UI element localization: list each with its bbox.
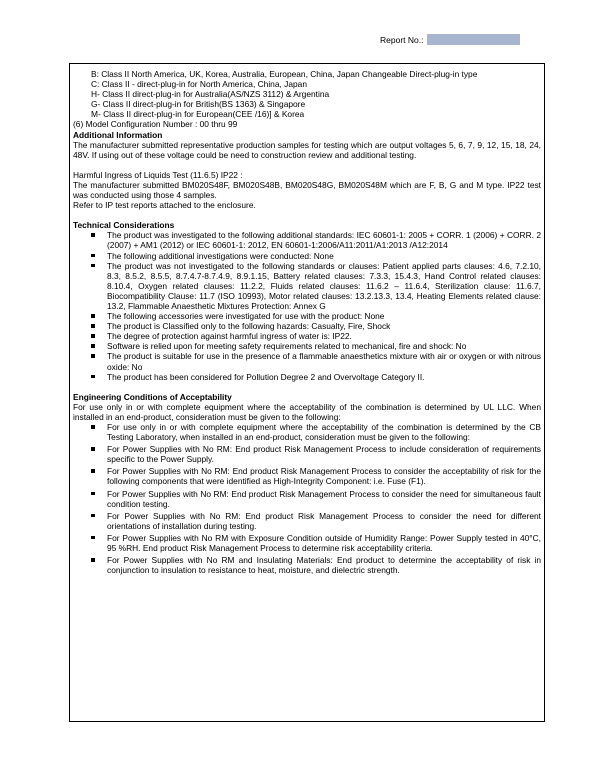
list-item: For Power Supplies with No RM and Insulating Materials: End product to determine the acceptability of risk in conjunction to insulation to resistance to heat, moisture, and dielectric strength. — [73, 555, 541, 575]
config-line-g: G- Class II direct-plug-in for British(BS 1363) & Singapore — [91, 99, 306, 110]
config-line-c: C: Class II - direct-plug-in for North America, China, Japan — [91, 79, 307, 90]
list-item: For Power Supplies with No RM: End product Risk Management Process to consider the need for different orientations of installation during testing. — [73, 511, 541, 531]
ingress-test-title: Harmful Ingress of Liquids Test (11.6.5) IP22 : — [73, 169, 243, 180]
ingress-test-reference: Refer to IP test reports attached to the enclosure. — [73, 200, 256, 211]
config-line-b: B: Class II North America, UK, Korea, Australia, European, China, Japan Changeable Direct-plug-in type — [91, 69, 478, 79]
list-item: For use only in or with complete equipment where the acceptability of the combination is determined by the CB Testing Laboratory, when installed in an end-product, consideration must be given to the following: — [73, 422, 541, 442]
config-line-m: M- Class II direct-plug-in for European(CEE /16)] & Korea — [91, 109, 305, 120]
model-configuration: (6) Model Configuration Number : 00 thru 99 — [73, 119, 238, 130]
list-item: For Power Supplies with No RM with Exposure Condition outside of Humidity Range: Power Supply tested in 40°C, 95 %RH. End product Risk Management Process to determine risk acceptability criteria. — [73, 533, 541, 553]
list-item: For Power Supplies with No RM: End product Risk Management Process to include consideration of requirements specific to the Power Supply. — [73, 444, 541, 464]
list-item: The product is Classified only to the following hazards: Casualty, Fire, Shock — [73, 321, 541, 331]
technical-considerations-heading: Technical Considerations — [73, 220, 175, 231]
list-item: The degree of protection against harmful ingress of water is: IP22. — [73, 331, 541, 341]
list-item: For Power Supplies with No RM: End product Risk Management Process to consider the need for simultaneous fault condition testing. — [73, 489, 541, 509]
report-number-field — [380, 34, 520, 45]
ingress-test-text: The manufacturer submitted BM020S48F, BM020S48B, BM020S48G, BM020S48M which are F, B, G and M type. IP22 test was conducted using those 4 samples. — [73, 179, 541, 201]
list-item: The product has been considered for Pollution Degree 2 and Overvoltage Category II. — [73, 372, 541, 382]
additional-information-heading: Additional Information — [73, 129, 163, 140]
report-number-value-box — [427, 34, 520, 45]
list-item: For Power Supplies with No RM: End product Risk Management Process to consider the acceptability of risk for the following components that were identified as High-Integrity Component: i.e. Fuse (F1). — [73, 466, 541, 486]
technical-considerations-list — [73, 230, 541, 381]
list-item: The product was not investigated to the following standards or clauses: Patient applied parts clauses: 4.6, 7.2.10, 8.3, 8.5.2, 8.5.5, 8.7.4.7-8.7.4.9, 8.9.1.15, Battery related clauses: 7.3.3, 15.4.3, Hand Control related clauses: 8.10.4, Oxygen related clauses: 11.2.2, Fluids related clauses: 11.6.2 – 11.6.4, Sterilization clause: 11.6.7, Biocompatibility Clause: 11.7 (ISO 10993), Motor related clauses: 13.2.13.3, 13.4, Heating Elements related clause: 13.2, Flammable Anaesthetic Mixtures Protection: Annex G — [73, 261, 541, 311]
list-item: The product is suitable for use in the presence of a flammable anaesthetics mixture with air or oxygen or with nitrous oxide: No — [73, 351, 541, 371]
engineering-conditions-list — [73, 422, 541, 575]
report-number-label: Report No.: — [380, 34, 424, 45]
config-line-h: H- Class II direct-plug-in for Australia(AS/NZS 3112) & Argentina — [91, 89, 330, 100]
engineering-conditions-heading: Engineering Conditions of Acceptability — [73, 391, 232, 402]
list-item: Software is relied upon for meeting safety requirements related to mechanical, fire and shock: No — [73, 341, 541, 351]
additional-information-text: The manufacturer submitted representative production samples for testing which are output voltages 5, 6, 7, 9, 12, 15, 18, 24, 48V. If using out of these voltage could be need to construction review and additional testing. — [73, 139, 541, 160]
list-item: The following additional investigations were conducted: None — [73, 251, 541, 261]
engineering-conditions-intro: For use only in or with complete equipment where the acceptability of the combination is determined by UL LLC. When installed in an end-product, consideration must be given to the following: — [73, 401, 541, 422]
report-content-frame — [69, 63, 545, 722]
list-item: The following accessories were investigated for use with the product: None — [73, 311, 541, 321]
list-item: The product was investigated to the following additional standards: IEC 60601-1: 2005 + CORR. 1 (2006) + CORR. 2 (2007) + AM1 (2012) or IEC 60601-1: 2012, EN 60601-1:2006/A11:2011/A1:2013 /A12:2014 — [73, 230, 541, 250]
